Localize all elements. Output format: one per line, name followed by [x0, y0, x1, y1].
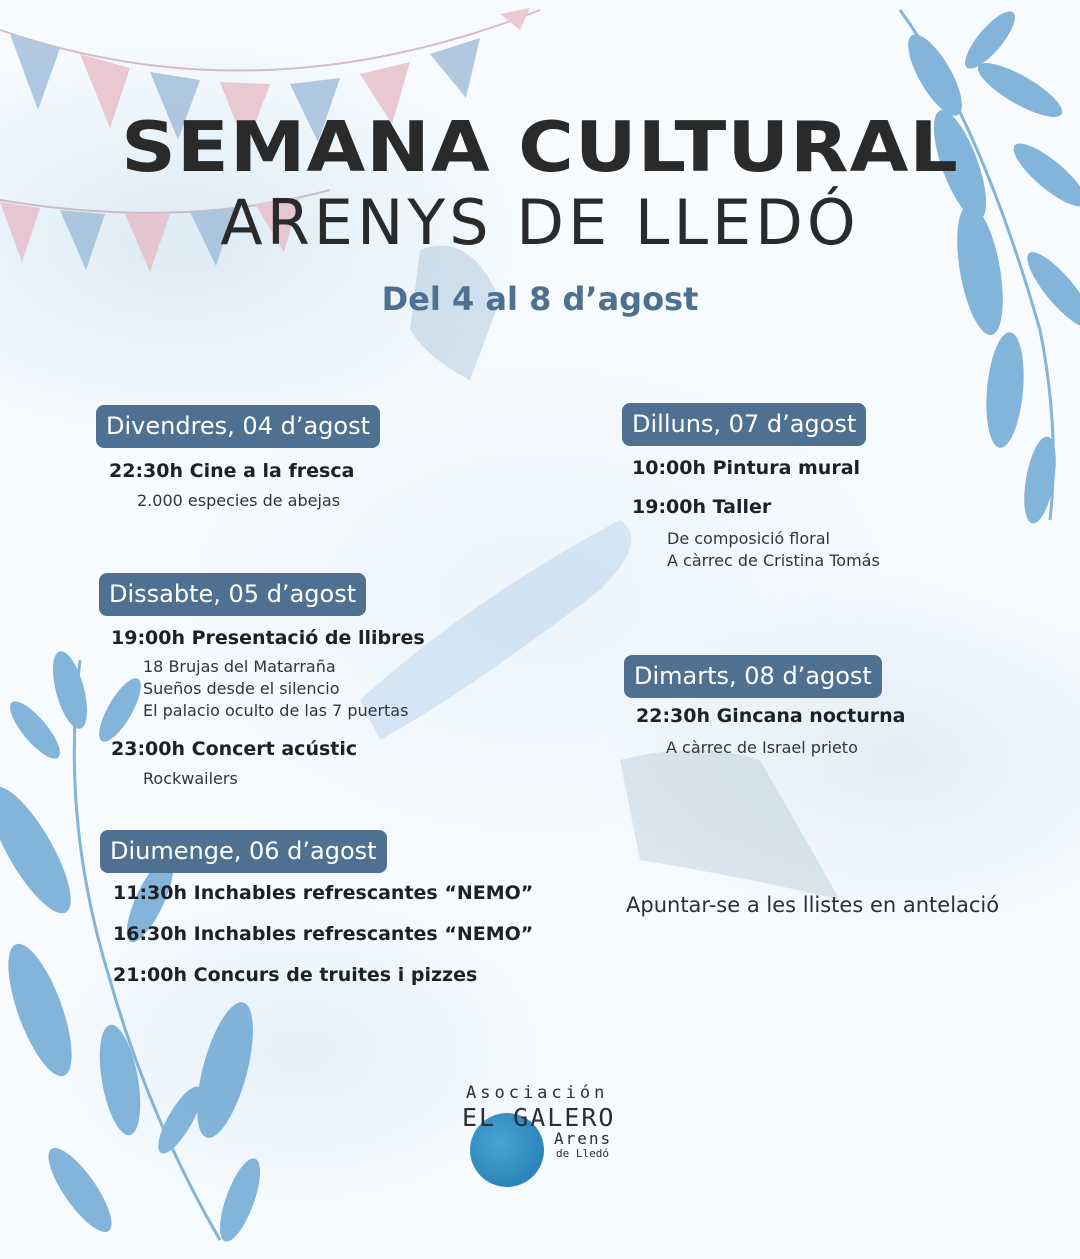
- day-heading-dilluns: Dilluns, 07 d’agost: [622, 403, 866, 446]
- logo-line: EL GALERO: [462, 1103, 616, 1132]
- event-taller: 19:00h Taller: [632, 496, 772, 518]
- association-logo: [460, 1083, 630, 1183]
- event-detail: El palacio oculto de las 7 puertas: [143, 701, 409, 720]
- event-detail: A càrrec de Cristina Tomás: [667, 551, 880, 570]
- day-heading-dimarts: Dimarts, 08 d’agost: [624, 655, 882, 698]
- day-heading-dissabte: Dissabte, 05 d’agost: [99, 573, 366, 616]
- event-gincana: 22:30h Gincana nocturna: [636, 705, 906, 727]
- event-subtitle: ARENYS DE LLEDÓ: [220, 186, 860, 259]
- date-range: Del 4 al 8 d’agost: [381, 280, 699, 318]
- event-presentacio: 19:00h Presentació de llibres: [111, 627, 425, 649]
- event-pintura: 10:00h Pintura mural: [632, 457, 861, 479]
- event-detail: A càrrec de Israel prieto: [666, 738, 858, 757]
- logo-line: de Lledó: [556, 1147, 609, 1160]
- day-heading-divendres: Divendres, 04 d’agost: [96, 405, 380, 448]
- event-detail: 2.000 especies de abejas: [137, 491, 341, 510]
- event-cine: 22:30h Cine a la fresca: [109, 460, 355, 482]
- event-inchables-2: 16:30h Inchables refrescantes “NEMO”: [113, 923, 534, 945]
- registration-note: Apuntar-se a les llistes en antelació: [626, 893, 1000, 917]
- event-concurs: 21:00h Concurs de truites i pizzes: [113, 964, 478, 986]
- logo-line: Asociación: [466, 1083, 609, 1103]
- event-title: SEMANA CULTURAL: [121, 105, 959, 188]
- event-inchables-1: 11:30h Inchables refrescantes “NEMO”: [113, 882, 534, 904]
- day-heading-diumenge: Diumenge, 06 d’agost: [100, 830, 387, 873]
- event-detail: 18 Brujas del Matarraña: [143, 657, 336, 676]
- logo-line: Arens: [554, 1129, 613, 1148]
- event-concert: 23:00h Concert acústic: [111, 738, 358, 760]
- event-detail: Rockwailers: [143, 769, 238, 788]
- event-detail: De composició floral: [667, 529, 830, 548]
- event-detail: Sueños desde el silencio: [143, 679, 340, 698]
